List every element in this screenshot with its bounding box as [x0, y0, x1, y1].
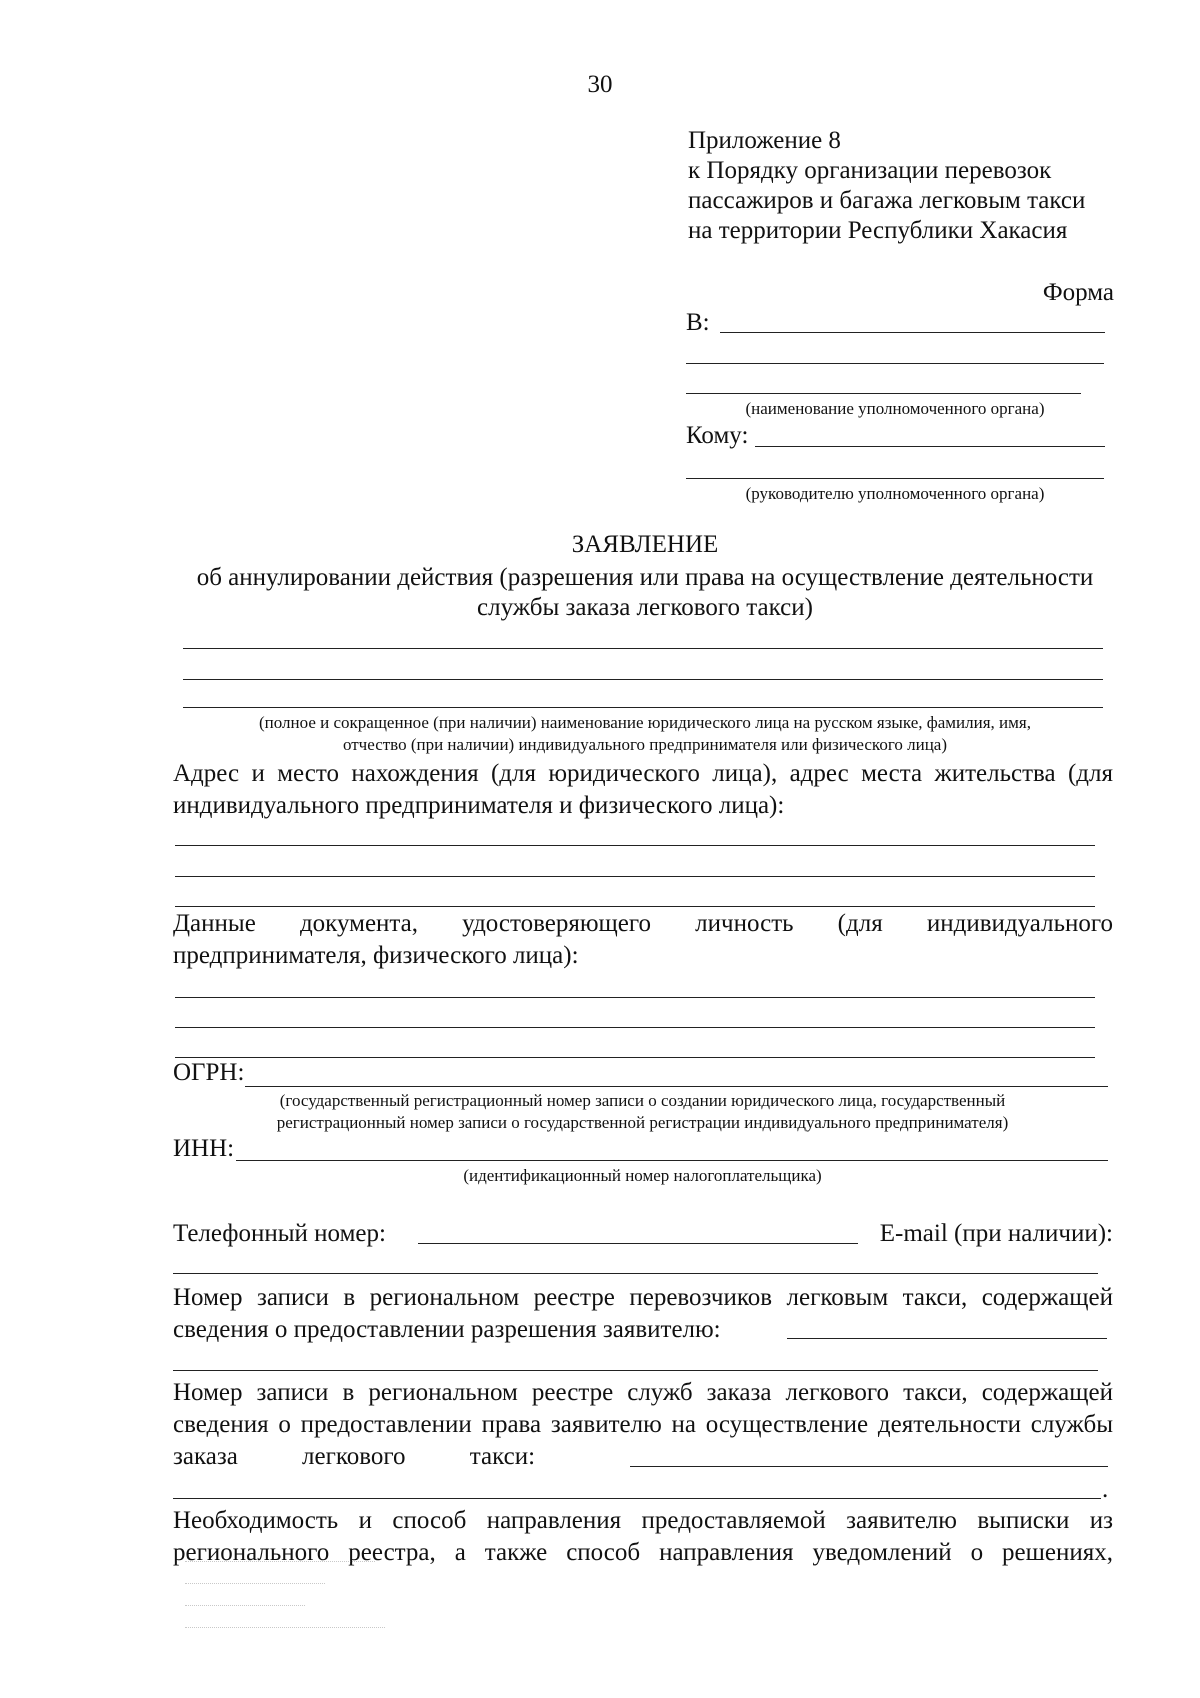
inn-caption: (идентификационный номер налогоплательщика)	[463, 1166, 822, 1185]
ogrn-label: ОГРН:	[173, 1059, 245, 1086]
appendix-line: пассажиров и багажа легковым такси	[688, 187, 1086, 214]
authority-name-field[interactable]	[720, 332, 1105, 333]
page-number: 30	[587, 71, 613, 98]
applicant-name-field-line[interactable]	[183, 707, 1103, 708]
ogrn-caption: (государственный регистрационный номер записи о создании юридического лица, государственный	[279, 1091, 1006, 1110]
address-label: Адрес и место нахождения (для юридического лица), адрес места жительства (для	[173, 760, 1113, 787]
head-caption: (руководителю уполномоченного органа)	[745, 484, 1045, 503]
ogrn-caption: регистрационный номер записи о государственной регистрации индивидуального предпринимателя)	[276, 1113, 1009, 1132]
document-subtitle: службы заказа легкового такси)	[477, 594, 813, 621]
authority-caption: (наименование уполномоченного органа)	[745, 399, 1045, 418]
appendix-line: на территории Республики Хакасия	[688, 217, 1068, 244]
applicant-caption: (полное и сокращенное (при наличии) наименование юридического лица на русском языке, фамилия, имя,	[259, 713, 1031, 732]
applicant-name-field[interactable]	[183, 648, 1103, 649]
carrier-registry-field[interactable]	[787, 1338, 1107, 1339]
inn-label: ИНН:	[173, 1135, 235, 1162]
service-registry-label: Номер записи в региональном реестре служб заказа легкового такси, содержащей	[173, 1379, 1113, 1406]
address-label: индивидуального предпринимателя и физического лица):	[173, 792, 785, 819]
service-registry-field-line[interactable]	[173, 1498, 1101, 1499]
applicant-caption: отчество (при наличии) индивидуального предпринимателя или физического лица)	[342, 735, 948, 754]
address-field-line[interactable]	[175, 876, 1095, 877]
head-name-field[interactable]	[755, 446, 1105, 447]
document-title: ЗАЯВЛЕНИЕ	[571, 531, 719, 558]
identity-label: предпринимателя, физического лица):	[173, 942, 579, 969]
identity-field-line[interactable]	[175, 1057, 1095, 1058]
necessity-label: регионального реестра, а также способ направления уведомлений о решениях,	[173, 1539, 1113, 1566]
carrier-registry-label: сведения о предоставлении разрешения заявителю:	[173, 1316, 721, 1343]
phone-label: Телефонный номер:	[173, 1220, 386, 1247]
service-registry-field[interactable]	[630, 1466, 1108, 1467]
email-field[interactable]	[173, 1273, 1098, 1274]
authority-name-field-line[interactable]	[686, 393, 1081, 394]
identity-field[interactable]	[175, 997, 1095, 998]
scan-artifact	[185, 1555, 395, 1647]
whom-label: Кому:	[686, 422, 749, 449]
head-name-field-line[interactable]	[686, 478, 1104, 479]
address-field-line[interactable]	[175, 906, 1095, 907]
email-label: E-mail (при наличии):	[879, 1220, 1113, 1247]
to-label: В:	[686, 309, 710, 336]
identity-label: Данные документа, удостоверяющего личность (для индивидуального	[173, 910, 1113, 937]
authority-name-field-line[interactable]	[686, 363, 1104, 364]
end-period: .	[1102, 1476, 1109, 1503]
ogrn-field[interactable]	[245, 1086, 1108, 1087]
applicant-name-field-line[interactable]	[183, 679, 1103, 680]
identity-field-line[interactable]	[175, 1027, 1095, 1028]
address-field[interactable]	[175, 845, 1095, 846]
appendix-line: к Порядку организации перевозок	[688, 157, 1052, 184]
inn-field[interactable]	[236, 1160, 1108, 1161]
document-subtitle: об аннулировании действия (разрешения или права на осуществление деятельности	[196, 564, 1094, 591]
carrier-registry-label: Номер записи в региональном реестре перевозчиков легковым такси, содержащей	[173, 1284, 1113, 1311]
appendix-number: Приложение 8	[688, 127, 841, 154]
necessity-label: Необходимость и способ направления предоставляемой заявителю выписки из	[173, 1507, 1113, 1534]
phone-field[interactable]	[418, 1243, 858, 1244]
carrier-registry-field-line[interactable]	[173, 1370, 1098, 1371]
form-label: Форма	[1042, 279, 1114, 306]
service-registry-label: заказа легкового такси:	[173, 1443, 536, 1470]
service-registry-label: сведения о предоставлении права заявителю на осуществление деятельности службы	[173, 1411, 1113, 1438]
